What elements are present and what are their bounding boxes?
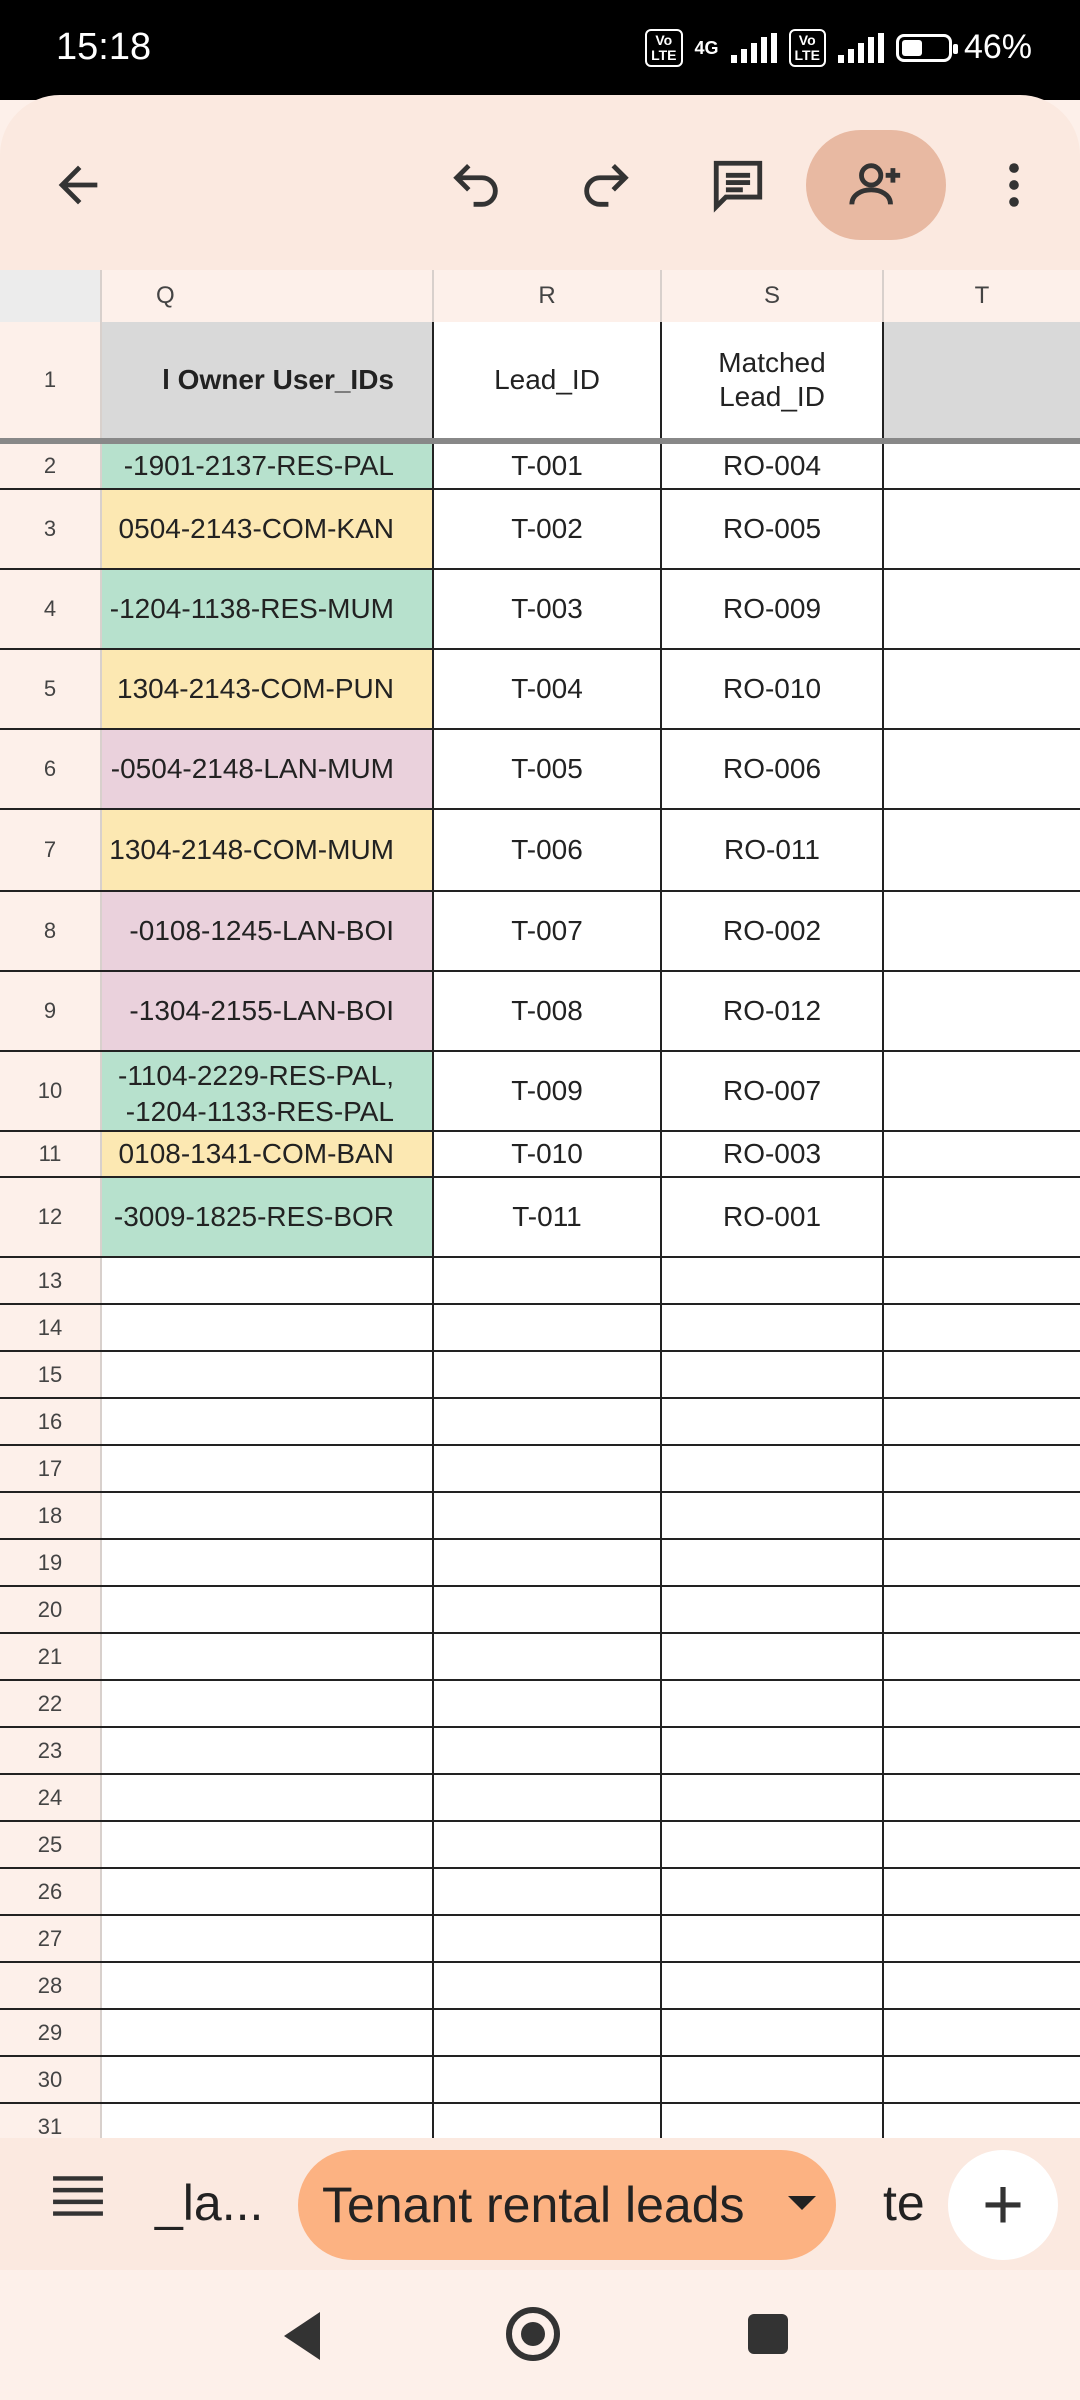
cell[interactable]: [102, 1728, 434, 1773]
column-header-bar: [0, 270, 1080, 322]
cell[interactable]: [662, 1728, 884, 1773]
arrow-left-icon: [49, 156, 107, 214]
row-number[interactable]: 21: [0, 1634, 102, 1679]
row-number[interactable]: 1: [0, 322, 102, 438]
table-row: [0, 1446, 1080, 1493]
cell[interactable]: [102, 1963, 434, 2008]
cell[interactable]: [662, 1258, 884, 1303]
undo-button[interactable]: [406, 130, 546, 240]
all-sheets-button[interactable]: [50, 2174, 126, 2234]
cell-text: -1204-1133-RES-PAL: [125, 1096, 394, 1127]
table-row: [0, 1132, 1080, 1178]
cell[interactable]: [884, 1634, 1080, 1679]
cell[interactable]: [662, 1775, 884, 1820]
table-row: [0, 1052, 1080, 1132]
cell[interactable]: [884, 1869, 1080, 1914]
cell[interactable]: [662, 1869, 884, 1914]
cell[interactable]: [434, 1587, 662, 1632]
cell[interactable]: T-001: [434, 444, 662, 488]
cell[interactable]: [434, 1399, 662, 1444]
table-row: [0, 490, 1080, 570]
cell[interactable]: [884, 1681, 1080, 1726]
cell[interactable]: [434, 2104, 662, 2138]
cell[interactable]: T-008: [434, 972, 662, 1050]
cell[interactable]: [884, 1052, 1080, 1130]
cell[interactable]: [884, 322, 1080, 438]
row-number[interactable]: 2: [0, 444, 102, 488]
cell[interactable]: l Owner User_IDs: [102, 322, 434, 438]
row-number[interactable]: 10: [0, 1052, 102, 1130]
table-row: [0, 1305, 1080, 1352]
cell[interactable]: [662, 1352, 884, 1397]
cell[interactable]: [662, 1446, 884, 1491]
cell[interactable]: RO-010: [662, 650, 884, 728]
table-row: [0, 1869, 1080, 1916]
table-row: [0, 570, 1080, 650]
cell[interactable]: RO-011: [662, 810, 884, 890]
signal-icon-2: [838, 33, 884, 63]
cell[interactable]: [884, 490, 1080, 568]
table-row: [0, 2104, 1080, 2138]
row-number[interactable]: 29: [0, 2010, 102, 2055]
row-number[interactable]: 26: [0, 1869, 102, 1914]
table-row: [0, 322, 1080, 444]
row-number[interactable]: 23: [0, 1728, 102, 1773]
table-row: [0, 892, 1080, 972]
cell[interactable]: -1304-2155-LAN-BOI: [102, 972, 434, 1050]
cell-text: -1104-2229-RES-PAL,: [118, 1060, 394, 1091]
cell[interactable]: [102, 1399, 434, 1444]
cell[interactable]: [434, 1634, 662, 1679]
cell[interactable]: [884, 1963, 1080, 2008]
share-button[interactable]: [806, 130, 946, 240]
cell[interactable]: [102, 1493, 434, 1538]
table-row: [0, 810, 1080, 892]
cell[interactable]: [434, 1916, 662, 1961]
top-toolbar: [0, 95, 1080, 270]
row-number[interactable]: 4: [0, 570, 102, 648]
cell[interactable]: -1901-2137-RES-PAL: [102, 444, 434, 488]
add-sheet-button[interactable]: [948, 2150, 1058, 2260]
table-row: [0, 1493, 1080, 1540]
sheet-tab-active[interactable]: [298, 2150, 836, 2260]
cell[interactable]: [434, 1446, 662, 1491]
table-row: [0, 1775, 1080, 1822]
cell[interactable]: [884, 1540, 1080, 1585]
cell[interactable]: -1204-1138-RES-MUM: [102, 570, 434, 648]
network-type: 4G: [694, 37, 719, 58]
cell[interactable]: [434, 2057, 662, 2102]
cell[interactable]: RO-007: [662, 1052, 884, 1130]
spreadsheet-grid: [0, 322, 1080, 2138]
cell[interactable]: Lead_ID: [434, 322, 662, 438]
cell[interactable]: [884, 810, 1080, 890]
cell[interactable]: [884, 1728, 1080, 1773]
cell[interactable]: [884, 1587, 1080, 1632]
cell[interactable]: T-002: [434, 490, 662, 568]
cell[interactable]: 0108-1341-COM-BAN: [102, 1132, 434, 1176]
more-options-button[interactable]: [944, 130, 1080, 240]
cell[interactable]: T-006: [434, 810, 662, 890]
row-number[interactable]: 31: [0, 2104, 102, 2138]
cell[interactable]: [662, 1493, 884, 1538]
table-row: [0, 444, 1080, 490]
system-nav-bar: [0, 2270, 1080, 2400]
cell[interactable]: [662, 1540, 884, 1585]
cell[interactable]: [884, 1822, 1080, 1867]
row-number[interactable]: 3: [0, 490, 102, 568]
cell[interactable]: [102, 1634, 434, 1679]
cell[interactable]: [102, 1305, 434, 1350]
cell[interactable]: [884, 2104, 1080, 2138]
table-row: [0, 650, 1080, 730]
cell[interactable]: [434, 1352, 662, 1397]
cell[interactable]: [662, 1822, 884, 1867]
row-number[interactable]: 13: [0, 1258, 102, 1303]
row-number[interactable]: 28: [0, 1963, 102, 2008]
column-header-t[interactable]: T: [974, 282, 990, 309]
more-vertical-icon: [985, 156, 1043, 214]
cell[interactable]: 0504-2143-COM-KAN: [102, 490, 434, 568]
cell[interactable]: [662, 2104, 884, 2138]
redo-icon: [577, 156, 635, 214]
row-number[interactable]: 18: [0, 1493, 102, 1538]
cell[interactable]: [884, 1178, 1080, 1256]
sheet-tab-next[interactable]: te: [883, 2175, 925, 2231]
cell[interactable]: [884, 1132, 1080, 1176]
row-number[interactable]: 19: [0, 1540, 102, 1585]
cell[interactable]: [102, 1869, 434, 1914]
cell[interactable]: [884, 1446, 1080, 1491]
table-row: [0, 1399, 1080, 1446]
cell[interactable]: [434, 1258, 662, 1303]
nav-home-icon[interactable]: [506, 2307, 560, 2361]
cell[interactable]: [662, 1963, 884, 2008]
redo-button[interactable]: [536, 130, 676, 240]
cell[interactable]: RO-003: [662, 1132, 884, 1176]
cell[interactable]: [662, 1587, 884, 1632]
row-number[interactable]: 14: [0, 1305, 102, 1350]
cell[interactable]: [434, 1869, 662, 1914]
table-row: [0, 1634, 1080, 1681]
table-row: [0, 1728, 1080, 1775]
cell[interactable]: RO-012: [662, 972, 884, 1050]
cell[interactable]: [102, 1540, 434, 1585]
cell[interactable]: [884, 1399, 1080, 1444]
cell[interactable]: RO-001: [662, 1178, 884, 1256]
table-row: [0, 1587, 1080, 1634]
comment-button[interactable]: [668, 130, 808, 240]
table-row: [0, 1178, 1080, 1258]
cell[interactable]: [434, 1493, 662, 1538]
table-row: [0, 2010, 1080, 2057]
row-number[interactable]: 7: [0, 810, 102, 890]
battery-icon: [896, 34, 952, 62]
table-row: [0, 1258, 1080, 1305]
cell[interactable]: [102, 2057, 434, 2102]
table-row: [0, 1916, 1080, 1963]
table-row: [0, 730, 1080, 810]
cell[interactable]: [102, 1587, 434, 1632]
cell[interactable]: [102, 1775, 434, 1820]
cell[interactable]: [102, 1352, 434, 1397]
cell[interactable]: [884, 2057, 1080, 2102]
cell[interactable]: [434, 1728, 662, 1773]
cell[interactable]: T-003: [434, 570, 662, 648]
row-number[interactable]: 5: [0, 650, 102, 728]
cell[interactable]: [102, 2010, 434, 2055]
row-number[interactable]: 15: [0, 1352, 102, 1397]
cell[interactable]: [884, 650, 1080, 728]
cell[interactable]: [434, 1775, 662, 1820]
cell[interactable]: [102, 1258, 434, 1303]
cell[interactable]: 1304-2143-COM-PUN: [102, 650, 434, 728]
cell[interactable]: [434, 1540, 662, 1585]
battery-percent: 46%: [963, 28, 1032, 66]
row-number[interactable]: 17: [0, 1446, 102, 1491]
row-number[interactable]: 6: [0, 730, 102, 808]
cell[interactable]: [884, 1916, 1080, 1961]
cell[interactable]: T-009: [434, 1052, 662, 1130]
cell[interactable]: T-004: [434, 650, 662, 728]
column-header-q[interactable]: Q: [102, 270, 434, 322]
column-header-r[interactable]: R: [434, 270, 662, 322]
cell[interactable]: [102, 1822, 434, 1867]
sheet-tab-label: Tenant rental leads: [322, 2177, 745, 2233]
row-number[interactable]: 30: [0, 2057, 102, 2102]
row-number[interactable]: 24: [0, 1775, 102, 1820]
nav-back-button[interactable]: [280, 2310, 324, 2367]
cell[interactable]: T-007: [434, 892, 662, 970]
row-number[interactable]: 12: [0, 1178, 102, 1256]
signal-icon: [731, 33, 777, 63]
undo-icon: [447, 156, 505, 214]
cell[interactable]: [884, 1775, 1080, 1820]
cell[interactable]: T-005: [434, 730, 662, 808]
add-person-icon: [847, 156, 905, 214]
cell[interactable]: [434, 1822, 662, 1867]
dropdown-arrow-icon: [788, 2196, 816, 2210]
table-row: [0, 1681, 1080, 1728]
cell[interactable]: [662, 1916, 884, 1961]
cell-text: Lead_ID: [719, 381, 825, 412]
row-number[interactable]: 27: [0, 1916, 102, 1961]
cell[interactable]: [662, 2010, 884, 2055]
cell[interactable]: RO-009: [662, 570, 884, 648]
row-number[interactable]: 25: [0, 1822, 102, 1867]
cell[interactable]: [884, 1493, 1080, 1538]
cell[interactable]: [884, 730, 1080, 808]
cell[interactable]: [884, 1258, 1080, 1303]
cell[interactable]: [102, 2104, 434, 2138]
cell[interactable]: [434, 1963, 662, 2008]
cell[interactable]: [884, 892, 1080, 970]
cell[interactable]: 1304-2148-COM-MUM: [102, 810, 434, 890]
volte-icon-2: Vo LTE: [789, 29, 826, 67]
cell[interactable]: [662, 2057, 884, 2102]
table-row: [0, 2057, 1080, 2104]
table-row: [0, 972, 1080, 1052]
cell[interactable]: [434, 2010, 662, 2055]
cell[interactable]: T-011: [434, 1178, 662, 1256]
nav-back-icon: [280, 2310, 324, 2362]
nav-recent-icon[interactable]: [748, 2314, 788, 2354]
cell[interactable]: RO-006: [662, 730, 884, 808]
sheet-tab-previous[interactable]: _la...: [155, 2175, 264, 2231]
cell[interactable]: T-010: [434, 1132, 662, 1176]
cell-text: Matched: [718, 347, 826, 378]
row-number[interactable]: 11: [0, 1132, 102, 1176]
cell[interactable]: [434, 1681, 662, 1726]
cell[interactable]: [884, 1352, 1080, 1397]
table-row: [0, 1822, 1080, 1869]
row-number[interactable]: 9: [0, 972, 102, 1050]
cell[interactable]: [102, 1681, 434, 1726]
status-time: 15:18: [56, 26, 152, 68]
cell[interactable]: [884, 444, 1080, 488]
cell[interactable]: [662, 1681, 884, 1726]
row-number[interactable]: 8: [0, 892, 102, 970]
comment-icon: [709, 156, 767, 214]
status-icons: [645, 28, 1032, 67]
cell[interactable]: [102, 1916, 434, 1961]
sheet-tab-bar: [0, 2138, 1080, 2270]
cell[interactable]: [884, 570, 1080, 648]
column-header-s[interactable]: S: [662, 270, 884, 322]
cell[interactable]: [662, 1399, 884, 1444]
row-number[interactable]: 22: [0, 1681, 102, 1726]
cell[interactable]: [884, 972, 1080, 1050]
cell[interactable]: [102, 1446, 434, 1491]
cell[interactable]: -0504-2148-LAN-MUM: [102, 730, 434, 808]
row-number[interactable]: 16: [0, 1399, 102, 1444]
volte-icon: Vo LTE: [645, 29, 682, 67]
cell[interactable]: [662, 1305, 884, 1350]
back-button[interactable]: [8, 130, 148, 240]
cell[interactable]: RO-005: [662, 490, 884, 568]
cell[interactable]: [884, 1305, 1080, 1350]
cell[interactable]: [434, 1305, 662, 1350]
plus-icon: +: [981, 2165, 1025, 2245]
table-row: [0, 1963, 1080, 2010]
table-row: [0, 1352, 1080, 1399]
cell[interactable]: -0108-1245-LAN-BOI: [102, 892, 434, 970]
cell[interactable]: [662, 1634, 884, 1679]
select-all-corner[interactable]: [0, 270, 102, 322]
cell[interactable]: [662, 322, 884, 438]
sheets-list-icon: [50, 2174, 106, 2218]
cell[interactable]: -3009-1825-RES-BOR: [102, 1178, 434, 1256]
cell[interactable]: [102, 1052, 434, 1130]
row-number[interactable]: 20: [0, 1587, 102, 1632]
cell[interactable]: [884, 2010, 1080, 2055]
table-row: [0, 1540, 1080, 1587]
status-bar: [0, 0, 1080, 100]
cell[interactable]: RO-004: [662, 444, 884, 488]
cell[interactable]: RO-002: [662, 892, 884, 970]
